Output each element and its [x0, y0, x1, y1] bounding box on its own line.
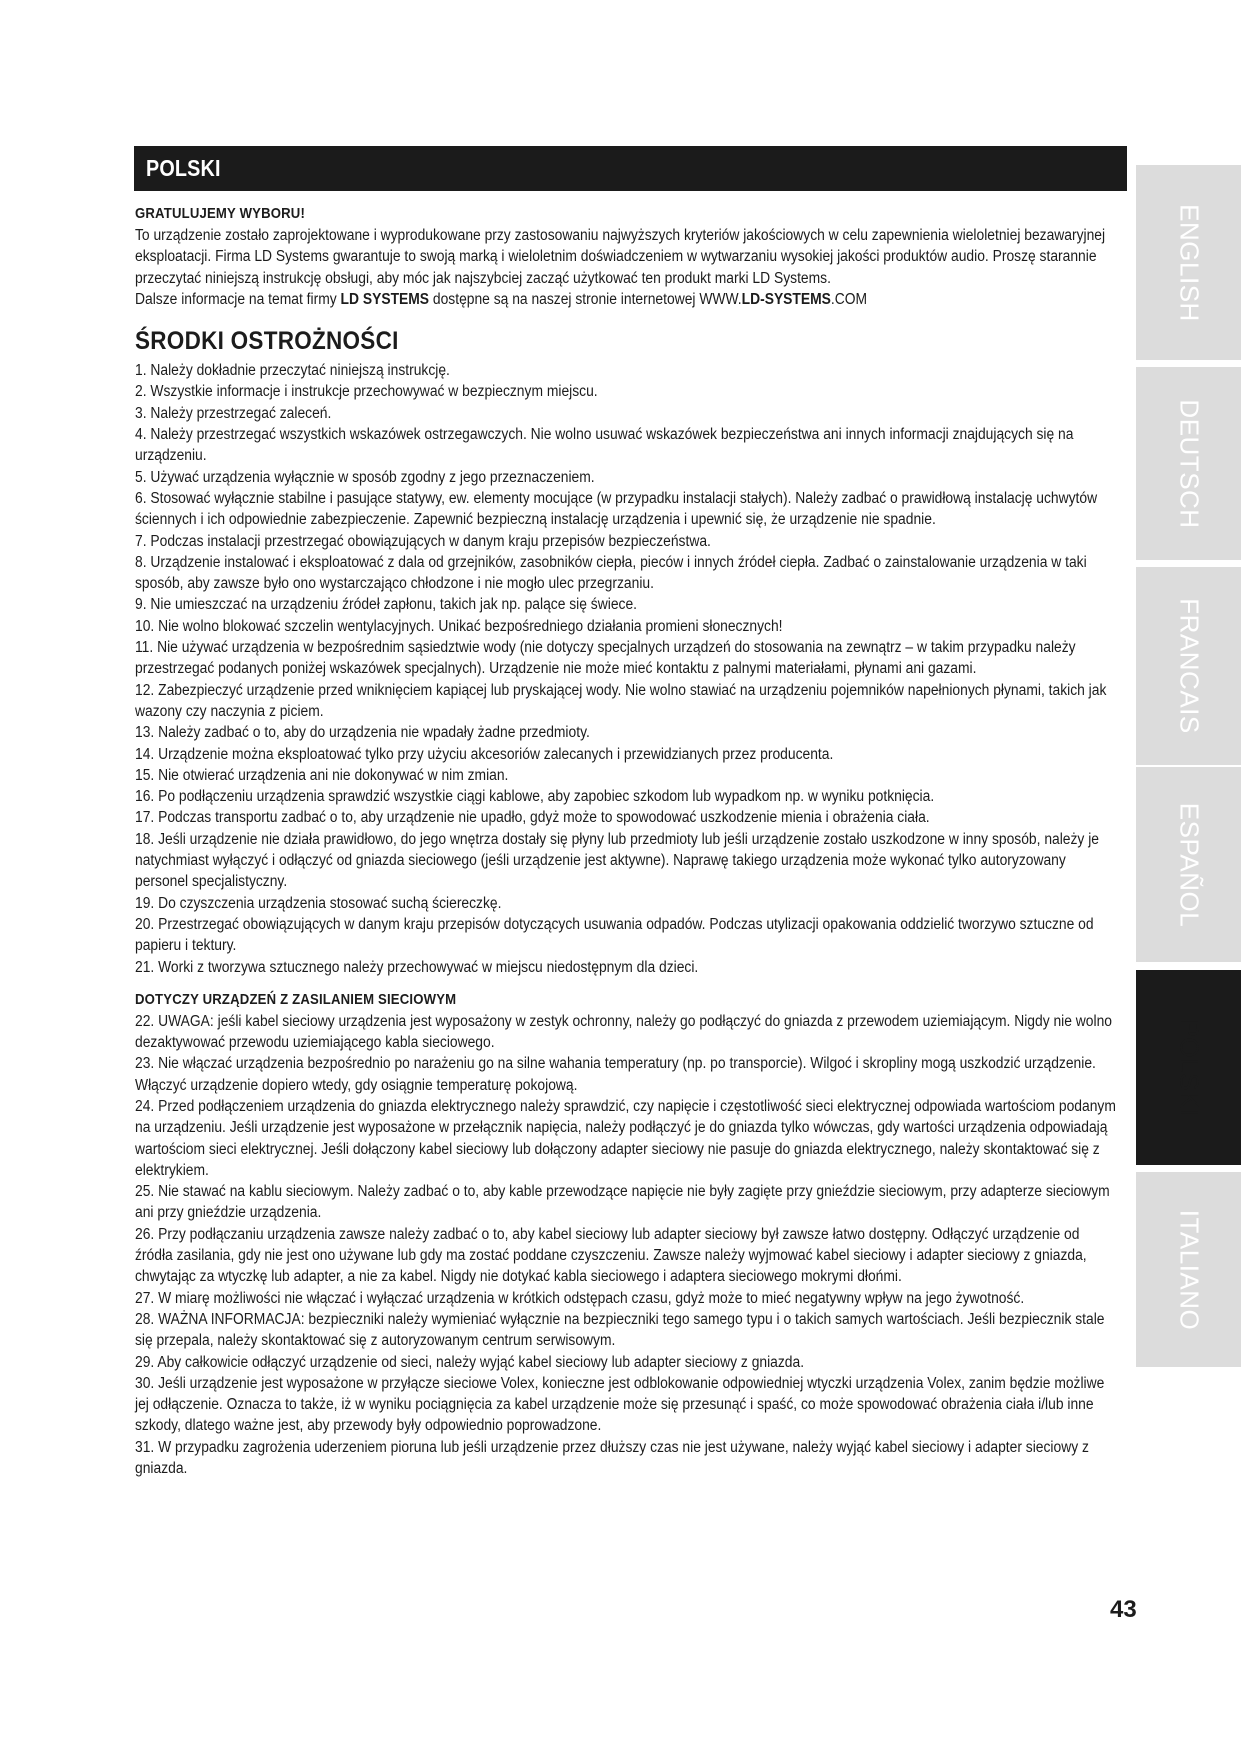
list-item: 8. Urządzenie instalować i eksploatować z dala od grzejników, zasobników ciepła, pieców i innych źródeł ciepła. Zadbać o zainstalowanie urządzenia w taki sposób, aby zawsze było ono wystarczająco chłodzone i nie mogło ulec przegrzaniu.	[135, 553, 1087, 593]
mains-heading: DOTYCZY URZĄDZEŃ Z ZASILANIEM SIECIOWYM	[135, 991, 457, 1008]
list-item: 27. W miarę możliwości nie włączać i wyłączać urządzenia w krótkich odstępach czasu, gdyż może to mieć negatywny wpływ na jego żywotność.	[135, 1289, 1025, 1307]
website-info-middle: dostępne są na naszej stronie internetowej WWW.	[429, 290, 742, 308]
language-tab-5[interactable]	[1136, 970, 1241, 1165]
list-item: 11. Nie używać urządzenia w bezpośrednim sąsiedztwie wody (nie dotyczy specjalnych urządzeń do stosowania na zewnątrz – w takim przypadku należy przestrzegać podanych poniżej wskazówek specjalnych). Urządzenie nie może mieć kontaktu z palnymi materiałami, płynami ani gazami.	[135, 639, 1076, 678]
language-tab-4[interactable]	[1136, 767, 1241, 962]
list-item: 18. Jeśli urządzenie nie działa prawidłowo, do jego wnętrza dostały się płyny lub przedmioty lub jeśli urządzenie zostało uszkodzone w inny sposób, należy je natychmiast wyłączyć i odłączyć od gniazda sieciowego (jeśli urządzenie jest aktywne). Naprawę takiego urządzenia może wykonać tylko autoryzowany personel specjalistyczny.	[135, 830, 1099, 891]
page-content	[135, 204, 1120, 1479]
list-item: 30. Jeśli urządzenie jest wyposażone w przyłącze sieciowe Volex, konieczne jest odblokowanie odpowiedniej wtyczki urządzenia Volex, zanim będzie możliwe jej odłączenie. Oznacza to także, iż w wyniku pociągnięcia za kabel urządzenie może się przesunąć i spaść, co może spowodować obrażenia ciała i/lub inne szkody, dlatego ważne jest, aby przewody były odpowiednio poprowadzone.	[135, 1374, 1105, 1435]
language-tab-label: ESPAÑOL	[1174, 802, 1204, 927]
list-item: 7. Podczas instalacji przestrzegać obowiązujących w danym kraju przepisów bezpieczeństwa.	[135, 532, 711, 550]
language-tab-2[interactable]	[1136, 367, 1241, 560]
list-item: 3. Należy przestrzegać zaleceń.	[135, 404, 332, 422]
list-item: 6. Stosować wyłącznie stabilne i pasujące statywy, ew. elementy mocujące (w przypadku instalacji stałych). Należy zadbać o prawidłową instalację uchwytów ściennych i ich odpowiednie zabezpieczenie. Zapewnić bezpieczną instalację urządzenia i upewnić się, że urządzenie nie spadnie.	[135, 489, 1098, 529]
list-item: 9. Nie umieszczać na urządzeniu źródeł zapłonu, takich jak np. palące się świece.	[135, 596, 638, 614]
list-item: 16. Po podłączeniu urządzenia sprawdzić wszystkie ciągi kablowe, aby zapobiec szkodom lub wypadkom np. w wyniku potknięcia.	[135, 788, 935, 806]
safety-list	[135, 360, 1120, 978]
website-url-brand: LD-SYSTEMS	[741, 290, 831, 308]
language-tab-1[interactable]	[1136, 165, 1241, 360]
list-item: 1. Należy dokładnie przeczytać niniejszą instrukcję.	[135, 362, 450, 380]
list-item: 23. Nie włączać urządzenia bezpośrednio po narażeniu go na silne wahania temperatury (np. po transporcie). Wilgoć i skropliny mogą uszkodzić urządzenie. Włączyć urządzenie dopiero wtedy, gdy osiągnie temperaturę pokojową.	[135, 1055, 1096, 1094]
list-item: 19. Do czyszczenia urządzenia stosować suchą ściereczkę.	[135, 894, 502, 912]
list-item: 29. Aby całkowicie odłączyć urządzenie od sieci, należy wyjąć kabel sieciowy lub adapter sieciowy z gniazda.	[135, 1353, 805, 1371]
language-tab-3[interactable]	[1136, 567, 1241, 765]
list-item: 17. Podczas transportu zadbać o to, aby urządzenie nie upadło, gdyż może to spowodować uszkodzenie mienia i obrażenia ciała.	[135, 809, 930, 827]
brand-name: LD SYSTEMS	[340, 290, 430, 308]
list-item: 25. Nie stawać na kablu sieciowym. Należy zadbać o to, aby kable przewodzące napięcie nie były zagięte przy gnieździe sieciowym, przy adapterze sieciowym ani przy gnieździe urządzenia.	[135, 1183, 1110, 1222]
language-tab-label: POLSKI	[1174, 1019, 1204, 1116]
language-tab-label: DEUTSCH	[1174, 398, 1204, 529]
list-item: 24. Przed podłączeniem urządzenia do gniazda elektrycznego należy sprawdzić, czy napięcie i częstotliwość sieci elektrycznej odpowiada wartościom podanym na urządzeniu. Jeśli urządzenie jest wyposażone w przełącznik napięcia, należy podłączyć je do gniazda tylko wówczas, gdy wartości urządzenia odpowiadają wartościom sieci elektrycznej. Jeśli dołączony kabel sieciowy lub dołączony adapter sieciowy nie pasuje do gniazda elektrycznego, należy skontaktować się z elektrykiem.	[135, 1097, 1116, 1179]
language-tab-label: ITALIANO	[1174, 1209, 1204, 1330]
list-item: 13. Należy zadbać o to, aby do urządzenia nie wpadały żadne przedmioty.	[135, 724, 590, 742]
list-item: 22. UWAGA: jeśli kabel sieciowy urządzenia jest wyposażony w zestyk ochronny, należy go podłączyć do gniazda z przewodem uziemiającym. Nigdy nie wolno dezaktywować przewodu uziemiającego kabla sieciowego.	[135, 1012, 1112, 1052]
list-item: 4. Należy przestrzegać wszystkich wskazówek ostrzegawczych. Nie wolno usuwać wskazówek bezpieczeństwa ani innych informacji znajdujących się na urządzeniu.	[135, 426, 1074, 465]
intro-paragraph: To urządzenie zostało zaprojektowane i wyprodukowane przy zastosowaniu najwyższych kryteriów jakościowych w celu zapewnienia wieloletniej bezawaryjnej eksploatacji. Firma LD Systems gwarantuje to swoją marką i wieloletnim doświadczeniem w wytwarzaniu wysokiej jakości produktów audio. Proszę starannie przeczytać niniejszą instrukcję obsługi, aby móc jak najszybciej zacząć użytkować ten produkt marki LD Systems.	[135, 227, 1106, 287]
mains-list	[135, 1011, 1120, 1480]
safety-heading: ŚRODKI OSTROŻNOŚCI	[135, 327, 399, 356]
list-item: 14. Urządzenie można eksploatować tylko przy użyciu akcesoriów zalecanych i przewidzianych przez producenta.	[135, 745, 834, 763]
website-info	[135, 289, 1120, 310]
language-tab-6[interactable]	[1136, 1172, 1241, 1367]
list-item: 21. Worki z tworzywa sztucznego należy przechowywać w miejscu niedostępnym dla dzieci.	[135, 958, 699, 976]
list-item: 26. Przy podłączaniu urządzenia zawsze należy zadbać o to, aby kabel sieciowy lub adapter sieciowy był zawsze łatwo dostępny. Odłączyć urządzenie od źródła zasilania, gdy nie jest ono używane lub gdy ma zostać poddane czyszczeniu. Zawsze należy wyjmować kabel sieciowy i adapter sieciowy z gniazda, chwytając za wtyczkę lub adapter, a nie za kabel. Nigdy nie dotykać kabla sieciowego i adaptera sieciowego mokrymi dłońmi.	[135, 1225, 1087, 1286]
list-item: 10. Nie wolno blokować szczelin wentylacyjnych. Unikać bezpośredniego działania promieni słonecznych!	[135, 617, 783, 635]
language-title: POLSKI	[146, 155, 221, 181]
page-number: 43	[1110, 1596, 1137, 1623]
list-item: 28. WAŻNA INFORMACJA: bezpieczniki należy wymieniać wyłącznie na bezpieczniki tego samego typu i o takich samych wartościach. Jeśli bezpiecznik stale się przepala, należy skontaktować się z autoryzowanym centrum serwisowym.	[135, 1310, 1105, 1350]
list-item: 2. Wszystkie informacje i instrukcje przechowywać w bezpiecznym miejscu.	[135, 383, 598, 401]
congrats-heading: GRATULUJEMY WYBORU!	[135, 206, 306, 222]
language-header-bar	[134, 146, 1127, 191]
website-info-prefix: Dalsze informacje na temat firmy	[135, 290, 341, 308]
list-item: 12. Zabezpieczyć urządzenie przed wniknięciem kapiącej lub pryskającej wody. Nie wolno stawiać na urządzeniu pojemników napełnionych płynami, takich jak wazony czy naczynia z piciem.	[135, 681, 1107, 720]
list-item: 31. W przypadku zagrożenia uderzeniem pioruna lub jeśli urządzenie przez dłuższy czas nie jest używane, należy wyjąć kabel sieciowy i adapter sieciowy z gniazda.	[135, 1438, 1089, 1478]
list-item: 20. Przestrzegać obowiązujących w danym kraju przepisów dotyczących usuwania odpadów. Podczas utylizacji opakowania oddzielić tworzywo sztuczne od papieru i tektury.	[135, 915, 1094, 955]
list-item: 15. Nie otwierać urządzenia ani nie dokonywać w nim zmian.	[135, 766, 509, 784]
language-tab-label: FRANCAIS	[1174, 598, 1204, 734]
website-url-suffix: .COM	[830, 290, 868, 308]
list-item: 5. Używać urządzenia wyłącznie w sposób zgodny z jego przeznaczeniem.	[135, 468, 595, 486]
language-tab-label: ENGLISH	[1174, 203, 1204, 322]
